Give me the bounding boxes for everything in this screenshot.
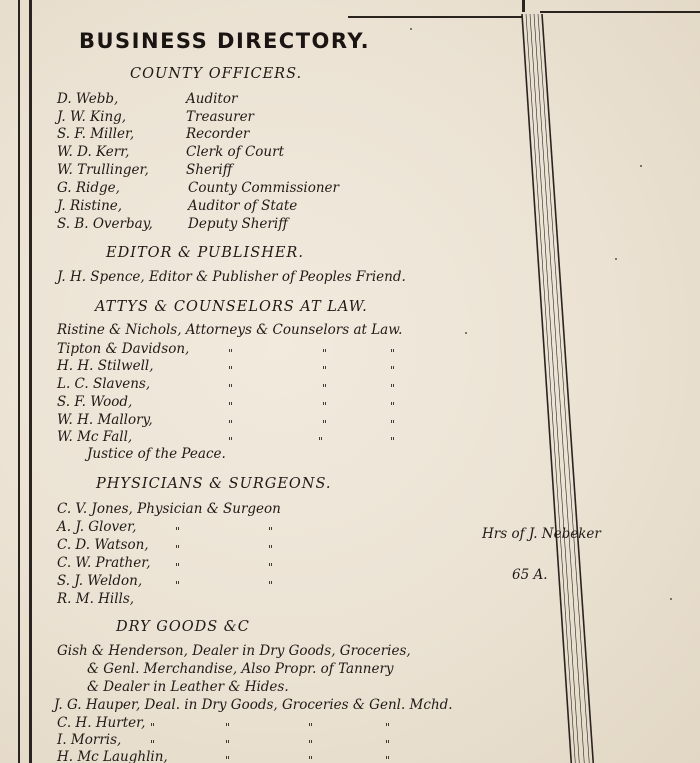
dry-goods-heading: DRY GOODS &C — [116, 619, 250, 635]
attorney-name: W. Mc Fall, — [57, 429, 133, 445]
ditto-mark: " — [390, 435, 396, 448]
editor-line: J. H. Spence, Editor & Publisher of Peoples Friend. — [57, 269, 406, 285]
directory-title: BUSINESS DIRECTORY. — [79, 29, 371, 53]
physician-name: R. M. Hills, — [57, 591, 135, 607]
ditto-mark: " — [322, 347, 328, 360]
officer-title: Treasurer — [186, 109, 255, 125]
ditto-mark: " — [318, 435, 324, 448]
ditto-mark: " — [228, 435, 234, 448]
paper-speck — [615, 258, 617, 260]
border-line-inner — [29, 0, 32, 763]
officer-title: Recorder — [186, 126, 250, 142]
paper-speck — [465, 332, 467, 334]
ditto-mark: " — [268, 579, 274, 592]
attorney-name: H. H. Stilwell, — [57, 358, 154, 374]
ditto-mark: " — [322, 382, 328, 395]
ditto-mark: " — [390, 364, 396, 377]
attorney-name: W. H. Mallory, — [57, 412, 153, 428]
justice-of-peace-line: Justice of the Peace. — [87, 446, 226, 462]
physicians-heading: PHYSICIANS & SURGEONS. — [96, 476, 332, 492]
ditto-mark: " — [390, 418, 396, 431]
ditto-mark: " — [175, 579, 181, 592]
ditto-mark: " — [225, 754, 231, 763]
ditto-mark: " — [225, 721, 231, 734]
county-officers-heading: COUNTY OFFICERS. — [130, 66, 303, 82]
physician-name: S. J. Weldon, — [57, 573, 143, 589]
ditto-mark: " — [268, 561, 274, 574]
paper-speck — [410, 28, 412, 30]
hauper-line: J. G. Hauper, Deal. in Dry Goods, Groceries & Genl. Mchd. — [54, 697, 453, 713]
gish-line-1: Gish & Henderson, Dealer in Dry Goods, Groceries, — [57, 643, 411, 659]
dry-goods-name: H. Mc Laughlin, — [57, 749, 168, 763]
officer-name: J. W. King, — [57, 109, 127, 125]
officer-name: S. F. Miller, — [57, 126, 135, 142]
ditto-mark: " — [228, 382, 234, 395]
physician-name: C. W. Prather, — [57, 555, 151, 571]
officer-name: G. Ridge, — [57, 180, 120, 196]
officer-name: S. B. Overbay, — [57, 216, 153, 232]
ditto-mark: " — [385, 721, 391, 734]
officer-title: Auditor — [186, 91, 238, 107]
attorney-name: Tipton & Davidson, — [57, 341, 190, 357]
ditto-mark: " — [228, 364, 234, 377]
ditto-mark: " — [308, 754, 314, 763]
ditto-mark: " — [308, 721, 314, 734]
paper-speck — [670, 598, 672, 600]
gish-line-3: & Dealer in Leather & Hides. — [87, 679, 289, 695]
officer-title: Clerk of Court — [186, 144, 285, 160]
attorney-name: S. F. Wood, — [57, 394, 133, 410]
ditto-mark: " — [268, 525, 274, 538]
ditto-mark: " — [225, 738, 231, 751]
ditto-mark: " — [175, 543, 181, 556]
ditto-mark: " — [322, 364, 328, 377]
map-owner-label: Hrs of J. Nebeker — [482, 526, 601, 542]
officer-name: W. Trullinger, — [57, 162, 149, 178]
editor-heading: EDITOR & PUBLISHER. — [106, 245, 304, 261]
ditto-mark: " — [228, 347, 234, 360]
ditto-mark: " — [228, 400, 234, 413]
ditto-mark: " — [150, 721, 156, 734]
officer-title: Sheriff — [186, 162, 233, 178]
officer-title: County Commissioner — [188, 180, 340, 196]
officer-name: D. Webb, — [57, 91, 119, 107]
ditto-mark: " — [385, 754, 391, 763]
map-acreage-label: 65 A. — [512, 567, 548, 583]
officer-title: Auditor of State — [188, 198, 298, 214]
ditto-mark: " — [390, 400, 396, 413]
ditto-mark: " — [308, 738, 314, 751]
ditto-mark: " — [322, 418, 328, 431]
road-lines — [520, 14, 600, 763]
ditto-mark: " — [175, 561, 181, 574]
ditto-mark: " — [175, 525, 181, 538]
top-rule-left — [348, 16, 523, 18]
dry-goods-name: C. H. Hurter, — [57, 715, 146, 731]
top-rule-tick — [522, 0, 525, 12]
attorneys-first-line: Ristine & Nichols, Attorneys & Counselors at Law. — [57, 322, 403, 338]
ditto-mark: " — [322, 400, 328, 413]
physician-name: C. D. Watson, — [57, 537, 149, 553]
officer-title: Deputy Sheriff — [188, 216, 288, 232]
paper-speck — [640, 165, 642, 167]
ditto-mark: " — [390, 382, 396, 395]
dry-goods-name: I. Morris, — [57, 732, 122, 748]
ditto-mark: " — [268, 543, 274, 556]
gish-line-2: & Genl. Merchandise, Also Propr. of Tannery — [87, 661, 394, 677]
attorneys-heading: ATTYS & COUNSELORS AT LAW. — [95, 299, 368, 315]
physician-name: A. J. Glover, — [57, 519, 137, 535]
ditto-mark: " — [390, 347, 396, 360]
officer-name: J. Ristine, — [57, 198, 123, 214]
ditto-mark: " — [150, 738, 156, 751]
border-line-outer — [18, 0, 20, 763]
top-rule-right — [540, 11, 700, 13]
physicians-first-line: C. V. Jones, Physician & Surgeon — [57, 501, 281, 517]
officer-name: W. D. Kerr, — [57, 144, 130, 160]
ditto-mark: " — [385, 738, 391, 751]
ditto-mark: " — [228, 418, 234, 431]
attorney-name: L. C. Slavens, — [57, 376, 151, 392]
